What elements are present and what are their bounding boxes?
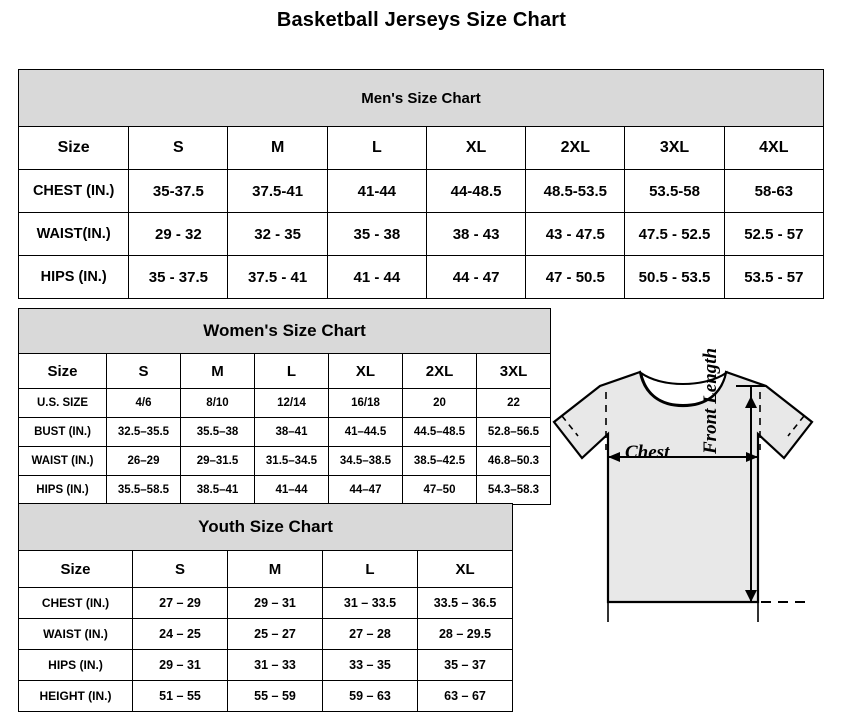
womens-row-0-val-2: 12/14 — [255, 389, 329, 418]
youth-row-2-val-3: 35 – 37 — [418, 650, 513, 681]
womens-row-1-val-3: 41–44.5 — [329, 418, 403, 447]
table-row — [19, 256, 824, 299]
mens-row-0-val-2: 41-44 — [327, 170, 426, 213]
mens-row-2-val-1: 37.5 - 41 — [228, 256, 327, 299]
jersey-illustration-svg — [540, 354, 840, 684]
youth-row-1-val-2: 27 – 28 — [323, 619, 418, 650]
womens-row-0-val-5: 22 — [477, 389, 551, 418]
mens-row-1-val-0: 29 - 32 — [129, 213, 228, 256]
mens-row-1-val-5: 47.5 - 52.5 — [625, 213, 724, 256]
womens-row-2-val-3: 34.5–38.5 — [329, 447, 403, 476]
table-row — [19, 476, 551, 505]
womens-row-2-val-5: 46.8–50.3 — [477, 447, 551, 476]
youth-row-1-label: WAIST (IN.) — [19, 619, 133, 650]
womens-row-1-val-1: 35.5–38 — [181, 418, 255, 447]
womens-row-1-val-5: 52.8–56.5 — [477, 418, 551, 447]
youth-col-4: XL — [418, 551, 513, 588]
youth-row-0-val-0: 27 – 29 — [133, 588, 228, 619]
youth-row-3-val-3: 63 – 67 — [418, 681, 513, 712]
table-row — [19, 588, 513, 619]
youth-row-3-val-2: 59 – 63 — [323, 681, 418, 712]
womens-row-3-label: HIPS (IN.) — [19, 476, 107, 505]
womens-col-1: S — [107, 354, 181, 389]
womens-row-0-val-1: 8/10 — [181, 389, 255, 418]
mens-row-2-val-6: 53.5 - 57 — [724, 256, 823, 299]
youth-row-2-val-2: 33 – 35 — [323, 650, 418, 681]
youth-chart-caption-row — [19, 504, 513, 551]
mens-row-1-val-2: 35 - 38 — [327, 213, 426, 256]
table-row — [19, 447, 551, 476]
mens-col-5: 2XL — [526, 127, 625, 170]
womens-row-0-val-3: 16/18 — [329, 389, 403, 418]
youth-row-0-val-3: 33.5 – 36.5 — [418, 588, 513, 619]
youth-row-3-label: HEIGHT (IN.) — [19, 681, 133, 712]
youth-chart-caption: Youth Size Chart — [19, 504, 513, 551]
mens-col-1: S — [129, 127, 228, 170]
womens-row-2-val-0: 26–29 — [107, 447, 181, 476]
youth-header-row — [19, 551, 513, 588]
womens-row-2-val-2: 31.5–34.5 — [255, 447, 329, 476]
youth-row-1-val-3: 28 – 29.5 — [418, 619, 513, 650]
mens-col-0: Size — [19, 127, 129, 170]
womens-chart-caption-row — [19, 309, 551, 354]
youth-row-0-label: CHEST (IN.) — [19, 588, 133, 619]
table-row — [19, 418, 551, 447]
mens-col-2: M — [228, 127, 327, 170]
womens-col-5: 2XL — [403, 354, 477, 389]
table-row — [19, 681, 513, 712]
mens-col-7: 4XL — [724, 127, 823, 170]
womens-row-3-val-4: 47–50 — [403, 476, 477, 505]
mens-row-1-val-1: 32 - 35 — [228, 213, 327, 256]
womens-row-2-val-1: 29–31.5 — [181, 447, 255, 476]
womens-row-1-label: BUST (IN.) — [19, 418, 107, 447]
mens-row-0-val-6: 58-63 — [724, 170, 823, 213]
womens-col-3: L — [255, 354, 329, 389]
table-row — [19, 389, 551, 418]
youth-row-0-val-2: 31 – 33.5 — [323, 588, 418, 619]
mens-row-2-val-3: 44 - 47 — [426, 256, 525, 299]
jersey-measurement-diagram — [540, 347, 840, 684]
chest-measure-label: Chest — [625, 442, 670, 463]
mens-col-4: XL — [426, 127, 525, 170]
mens-row-0-val-3: 44-48.5 — [426, 170, 525, 213]
mens-col-6: 3XL — [625, 127, 724, 170]
table-row — [19, 213, 824, 256]
mens-chart-caption-row — [19, 70, 824, 127]
youth-row-1-val-1: 25 – 27 — [228, 619, 323, 650]
shirt-outline — [554, 372, 812, 602]
womens-header-row — [19, 354, 551, 389]
mens-row-2-label: HIPS (IN.) — [19, 256, 129, 299]
womens-row-3-val-0: 35.5–58.5 — [107, 476, 181, 505]
womens-row-0-val-4: 20 — [403, 389, 477, 418]
table-row — [19, 650, 513, 681]
table-row — [19, 619, 513, 650]
mens-size-chart-table — [18, 69, 824, 299]
mens-chart-caption: Men's Size Chart — [19, 70, 824, 127]
mens-row-1-val-3: 38 - 43 — [426, 213, 525, 256]
youth-row-0-val-1: 29 – 31 — [228, 588, 323, 619]
mens-row-2-val-2: 41 - 44 — [327, 256, 426, 299]
mens-row-0-val-1: 37.5-41 — [228, 170, 327, 213]
womens-chart-caption: Women's Size Chart — [19, 309, 551, 354]
womens-row-1-val-2: 38–41 — [255, 418, 329, 447]
youth-size-chart-table — [18, 503, 513, 712]
youth-row-3-val-1: 55 – 59 — [228, 681, 323, 712]
womens-col-4: XL — [329, 354, 403, 389]
youth-row-2-label: HIPS (IN.) — [19, 650, 133, 681]
womens-row-3-val-1: 38.5–41 — [181, 476, 255, 505]
mens-row-0-val-4: 48.5-53.5 — [526, 170, 625, 213]
mens-row-0-label: CHEST (IN.) — [19, 170, 129, 213]
youth-col-2: M — [228, 551, 323, 588]
womens-row-3-val-3: 44–47 — [329, 476, 403, 505]
mens-row-1-val-4: 43 - 47.5 — [526, 213, 625, 256]
mens-header-row — [19, 127, 824, 170]
womens-col-0: Size — [19, 354, 107, 389]
womens-size-chart-table — [18, 308, 551, 505]
womens-row-3-val-5: 54.3–58.3 — [477, 476, 551, 505]
page-title: Basketball Jerseys Size Chart — [276, 9, 567, 31]
womens-row-0-label: U.S. SIZE — [19, 389, 107, 418]
table-row — [19, 170, 824, 213]
mens-row-2-val-4: 47 - 50.5 — [526, 256, 625, 299]
womens-col-2: M — [181, 354, 255, 389]
womens-row-2-val-4: 38.5–42.5 — [403, 447, 477, 476]
youth-row-2-val-1: 31 – 33 — [228, 650, 323, 681]
mens-row-1-val-6: 52.5 - 57 — [724, 213, 823, 256]
womens-row-2-label: WAIST (IN.) — [19, 447, 107, 476]
youth-col-0: Size — [19, 551, 133, 588]
youth-row-2-val-0: 29 – 31 — [133, 650, 228, 681]
mens-row-2-val-0: 35 - 37.5 — [129, 256, 228, 299]
womens-row-1-val-0: 32.5–35.5 — [107, 418, 181, 447]
womens-col-6: 3XL — [477, 354, 551, 389]
womens-row-0-val-0: 4/6 — [107, 389, 181, 418]
mens-row-1-label: WAIST(IN.) — [19, 213, 129, 256]
youth-row-1-val-0: 24 – 25 — [133, 619, 228, 650]
mens-row-2-val-5: 50.5 - 53.5 — [625, 256, 724, 299]
youth-row-3-val-0: 51 – 55 — [133, 681, 228, 712]
mens-row-0-val-5: 53.5-58 — [625, 170, 724, 213]
womens-row-3-val-2: 41–44 — [255, 476, 329, 505]
womens-row-1-val-4: 44.5–48.5 — [403, 418, 477, 447]
youth-col-1: S — [133, 551, 228, 588]
youth-col-3: L — [323, 551, 418, 588]
mens-row-0-val-0: 35-37.5 — [129, 170, 228, 213]
mens-col-3: L — [327, 127, 426, 170]
front-length-measure-label: Front Length — [700, 347, 721, 454]
